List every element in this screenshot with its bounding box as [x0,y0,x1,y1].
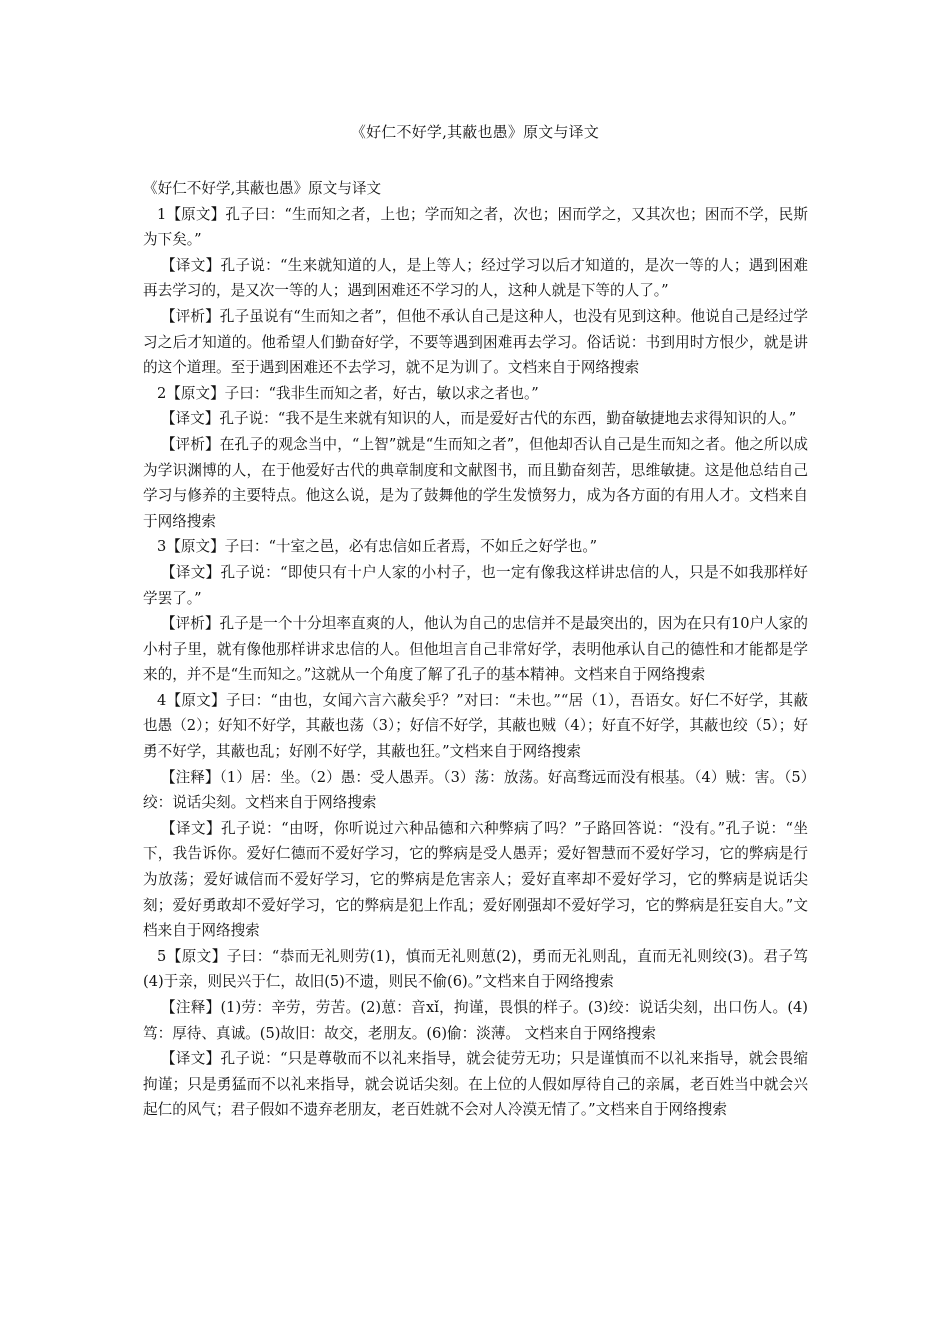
paragraph-1-original: 1【原文】孔子曰：“生而知之者，上也；学而知之者，次也；困而学之，又其次也；困而不学，民斯为下矣。” [143,205,808,249]
paragraph-4-translation: 【译文】孔子说：“由呀，你听说过六种品德和六种弊病了吗？”子路回答说：“没有。”孔子说：“坐下，我告诉你。爱好仁德而不爱好学习，它的弊病是受人愚弄；爱好智慧而不爱好学习，它的弊病是行为放荡；爱好诚信而不爱好学习，它的弊病是危害亲人；爱好直率却不爱好学习，它的弊病是说话尖刻；爱好勇敢却不爱好学习，它的弊病是犯上作乱；爱好刚强却不爱好学习，它的弊病是狂妄自大。”文档来自于网络搜索 [143,819,808,940]
paragraph-2-translation: 【译文】孔子说：“我不是生来就有知识的人，而是爱好古代的东西，勤奋敏捷地去求得知识的人。” [161,410,797,428]
paragraph-3-original: 3【原文】子曰：“十室之邑，必有忠信如丘者焉，不如丘之好学也。” [157,538,598,556]
paragraph-3-commentary: 【评析】孔子是一个十分坦率直爽的人，他认为自己的忠信并不是最突出的，因为在只有10户人家的小村子里，就有像他那样讲求忠信的人。但他坦言自己非常好学，表明他承认自己的德性和才能都是学来的，并不是“生而知之。”这就从一个角度了解了孔子的基本精神。文档来自于网络搜索 [143,615,808,684]
body-heading: 《好仁不好学,其蔽也愚》原文与译文 [143,180,382,197]
paragraph-1-commentary: 【评析】孔子虽说有“生而知之者”，但他不承认自己是这种人，也没有见到这种。他说自己是经过学习之后才知道的。他希望人们勤奋好学，不要等遇到困难再去学习。俗话说：书到用时方恨少，就是讲的这个道理。至于遇到困难还不去学习，就不足为训了。文档来自于网络搜索 [143,307,808,377]
paragraph-4-original: 4【原文】子曰：“由也，女闻六言六蔽矣乎？”对曰：“未也。”“居（1），吾语女。好仁不好学，其蔽也愚（2）；好知不好学，其蔽也荡（3）；好信不好学，其蔽也贼（4）；好直不好学，其蔽也绞（5）；好勇不好学，其蔽也乱；好刚不好学，其蔽也狂。”文档来自于网络搜索 [143,691,808,761]
paragraph-5-notes: 【注释】(1)劳：辛劳，劳苦。(2)葸：音xǐ，拘谨，畏惧的样子。(3)绞：说话尖刻，出口伤人。(4)笃：厚待、真诚。(5)故旧：故交，老朋友。(6)偷：淡薄。 文档来自于网络搜索 [143,999,808,1042]
paragraph-2-commentary: 【评析】在孔子的观念当中，“上智”就是“生而知之者”，但他却否认自己是生而知之者。他之所以成为学识渊博的人，在于他爱好古代的典章制度和文献图书，而且勤奋刻苦，思维敏捷。这是他总结自己学习与修养的主要特点。他这么说，是为了鼓舞他的学生发愤努力，成为各方面的有用人才。文档来自于网络搜索 [143,435,808,530]
document-body [143,176,808,1123]
paragraph-1-translation: 【译文】孔子说：“生来就知道的人，是上等人；经过学习以后才知道的，是次一等的人；遇到困难再去学习的，是又次一等的人；遇到困难还不学习的人，这种人就是下等的人了。” [143,256,808,300]
paragraph-2-original: 2【原文】子曰：“我非生而知之者，好古，敏以求之者也。” [157,384,539,402]
paragraph-5-translation: 【译文】孔子说：“只是尊敬而不以礼来指导，就会徒劳无功；只是谨慎而不以礼来指导，就会畏缩拘谨；只是勇猛而不以礼来指导，就会说话尖刻。在上位的人假如厚待自己的亲属，老百姓当中就会兴起仁的风气；君子假如不遗弃老朋友，老百姓就不会对人冷漠无情了。”文档来自于网络搜索 [143,1050,808,1119]
document-title: 《好仁不好学,其蔽也愚》原文与译文 [350,123,600,141]
paragraph-4-notes: 【注释】（1）居：坐。（2）愚：受人愚弄。（3）荡：放荡。好高骛远而没有根基。（4）贼：害。（5）绞：说话尖刻。文档来自于网络搜索 [143,768,808,812]
paragraph-3-translation: 【译文】孔子说：“即使只有十户人家的小村子，也一定有像我这样讲忠信的人，只是不如我那样好学罢了。” [143,563,808,607]
paragraph-5-original: 5【原文】子曰：“恭而无礼则劳(1)，慎而无礼则葸(2)，勇而无礼则乱，直而无礼则绞(3)。君子笃(4)于亲，则民兴于仁，故旧(5)不遗，则民不偷(6)。”文档来自于网络搜索 [143,947,808,991]
